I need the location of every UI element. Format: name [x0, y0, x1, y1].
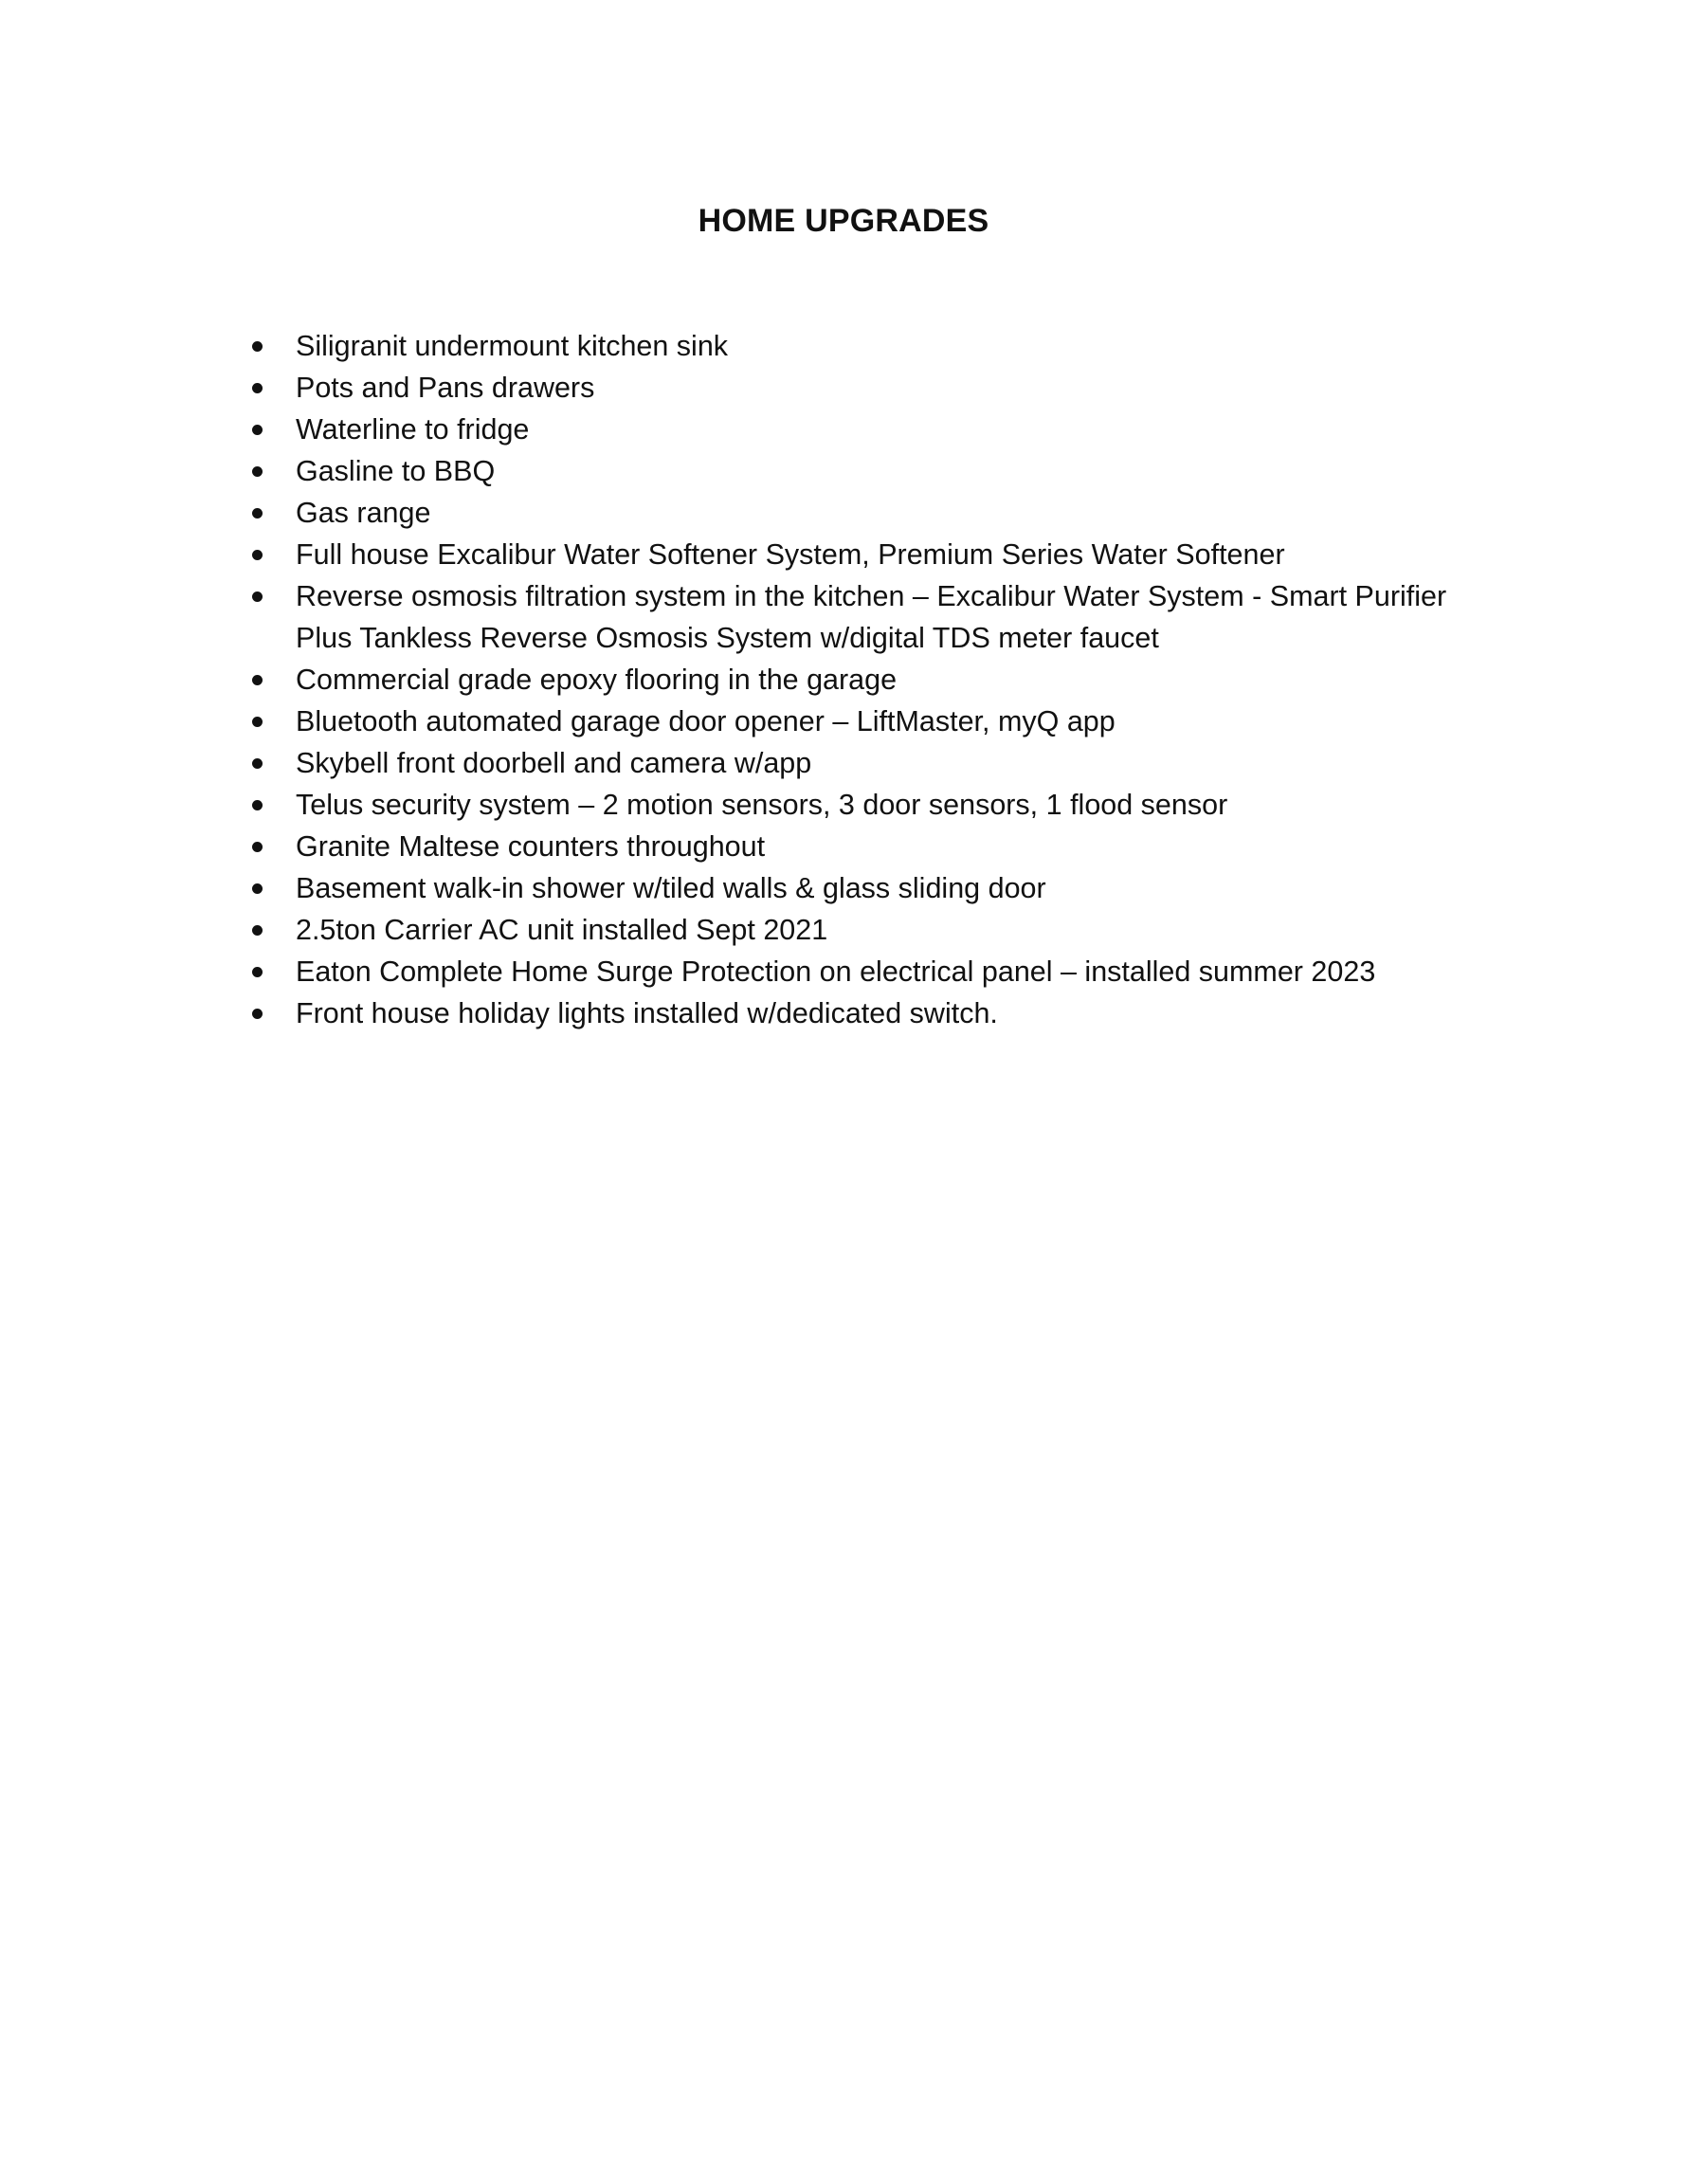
bullet-icon: [252, 592, 263, 602]
bullet-icon: [252, 675, 263, 685]
bullet-icon: [252, 550, 263, 560]
page-title: HOME UPGRADES: [698, 203, 989, 239]
bullet-icon: [252, 466, 263, 477]
list-item-text: Telus security system – 2 motion sensors, 3 door sensors, 1 flood sensor: [296, 788, 1228, 821]
bullet-icon: [252, 508, 263, 519]
list-item: [252, 451, 1465, 493]
list-item: [252, 827, 1465, 868]
bullet-icon: [252, 758, 263, 769]
list-item-text: Basement walk-in shower w/tiled walls & glass sliding door: [296, 871, 1046, 904]
list-item: [252, 576, 1465, 659]
list-item-text: Siligranit undermount kitchen sink: [296, 330, 729, 362]
bullet-icon: [252, 842, 263, 852]
bullet-icon: [252, 967, 263, 977]
list-item: [252, 410, 1465, 451]
bullet-icon: [252, 341, 263, 352]
list-item: [252, 701, 1465, 743]
list-item-text: 2.5ton Carrier AC unit installed Sept 2021: [296, 913, 828, 946]
list-item: [252, 493, 1465, 535]
list-item: [252, 993, 1465, 1035]
bullet-icon: [252, 383, 263, 393]
list-item: [252, 743, 1465, 785]
list-item-text: Pots and Pans drawers: [296, 372, 595, 404]
list-item: [252, 660, 1465, 701]
list-item: [252, 952, 1465, 993]
list-item-text: Gasline to BBQ: [296, 455, 496, 487]
list-item: [252, 910, 1465, 952]
bullet-icon: [252, 425, 263, 435]
list-item-text: Front house holiday lights installed w/dedicated switch.: [296, 996, 998, 1029]
list-item-text: Granite Maltese counters throughout: [296, 829, 766, 863]
list-item-text: Gas range: [296, 497, 431, 529]
bullet-icon: [252, 717, 263, 727]
bullet-icon: [252, 925, 263, 936]
list-item: [252, 535, 1465, 576]
list-item: [252, 785, 1465, 827]
list-item-text: Eaton Complete Home Surge Protection on electrical panel – installed summer 2023: [296, 955, 1376, 988]
list-item: [252, 868, 1465, 910]
list-item: [252, 368, 1465, 410]
bullet-icon: [252, 1009, 263, 1019]
list-item-text: Bluetooth automated garage door opener – LiftMaster, myQ app: [296, 704, 1116, 737]
list-item: [252, 326, 1465, 368]
upgrades-list: [252, 326, 1465, 1035]
list-item-text: Reverse osmosis filtration system in the kitchen – Excalibur Water System - Smart Purifier Plus Tankless Reverse Osmosis System w/digital TDS meter faucet: [296, 580, 1447, 654]
list-item-text: Skybell front doorbell and camera w/app: [296, 746, 812, 779]
list-item-text: Full house Excalibur Water Softener System, Premium Series Water Softener: [296, 538, 1285, 571]
list-item-text: Waterline to fridge: [296, 413, 530, 446]
bullet-icon: [252, 883, 263, 894]
bullet-icon: [252, 800, 263, 810]
list-item-text: Commercial grade epoxy flooring in the garage: [296, 663, 898, 696]
